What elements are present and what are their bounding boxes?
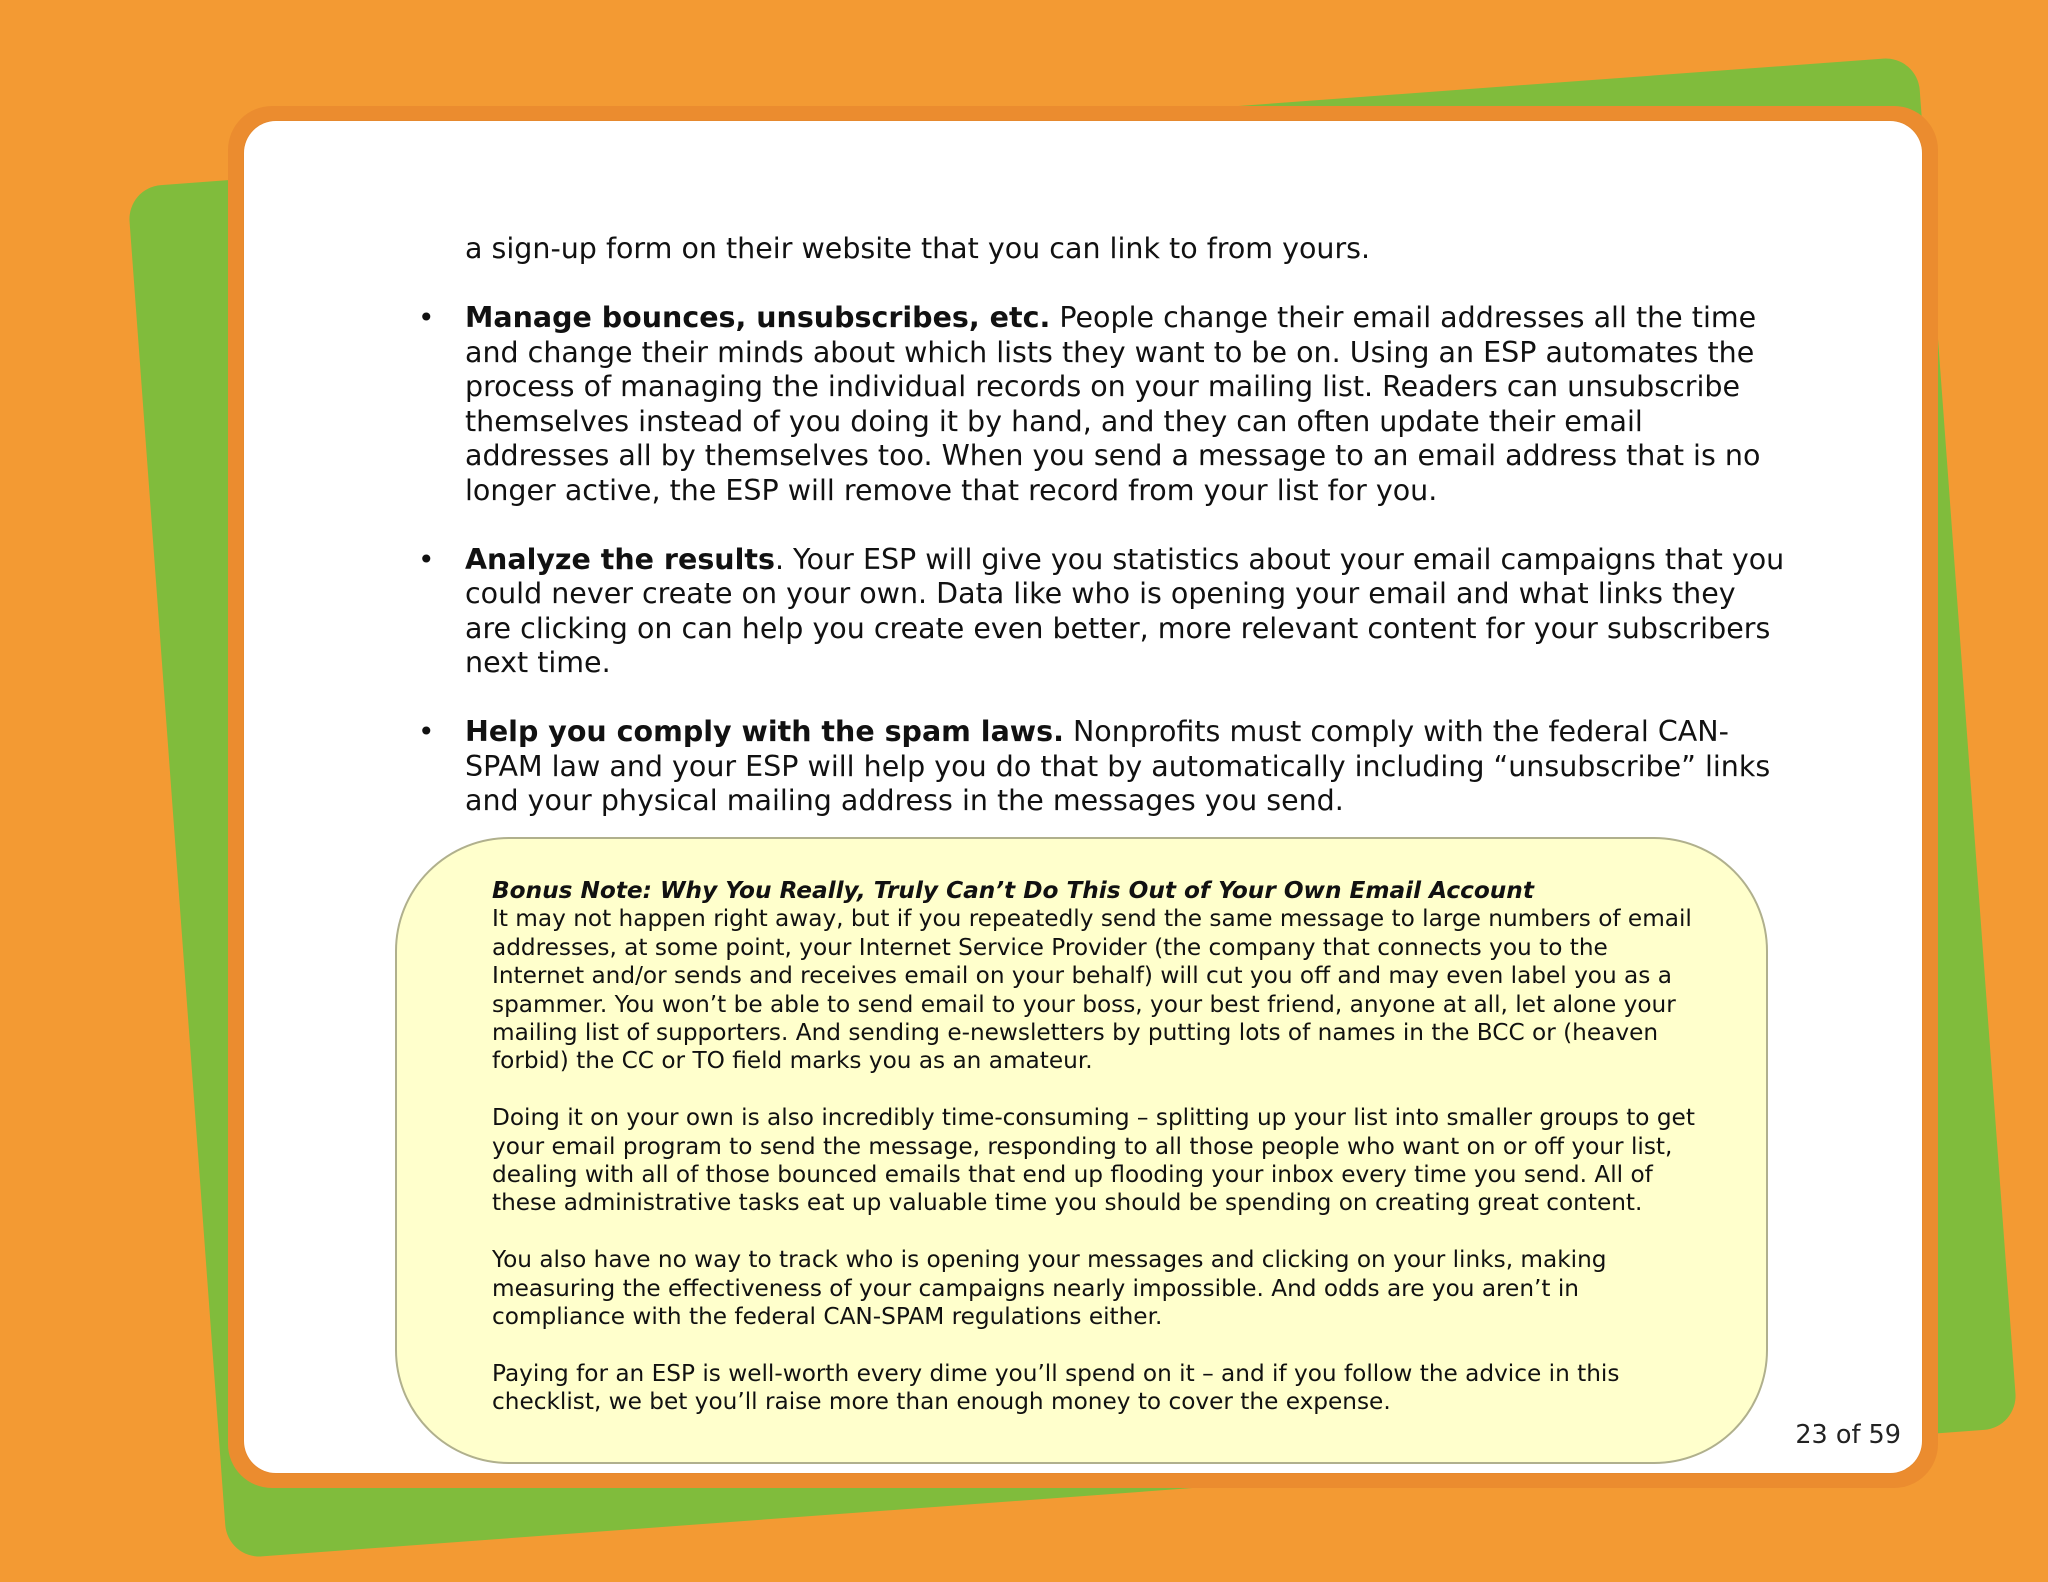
bullet-item-analyze-results [465, 543, 1785, 681]
bonus-note-content [492, 877, 1707, 1445]
bullet-item-manage-bounces [465, 301, 1785, 508]
bonus-note-paragraph: It may not happen right away, but if you repeatedly send the same message to large numbers of email addresses, at some point, your Internet Service Provider (the company that connects you to the Internet and/or sends and receives email on your behalf) will cut you off and may even label you as a spammer. You won’t be able to send email to your boss, your best friend, anyone at all, let alone your mailing list of supporters. And sending e-newsletters by putting lots of names in the BCC or (heaven forbid) the CC or TO field marks you as an amateur. [492, 905, 1692, 1075]
bonus-note-paragraph: Doing it on your own is also incredibly time-consuming – splitting up your list into smaller groups to get your email program to send the message, responding to all those people who want on or off your list, dealing with all of those bounced emails that end up flooding your inbox every time you send. All of these administrative tasks eat up valuable time you should be spending on creating great content. [492, 1104, 1695, 1217]
feature-bullet-list [465, 301, 1785, 853]
bullet-title: Analyze the results [465, 542, 775, 576]
bonus-note-paragraph: You also have no way to track who is opening your messages and clicking on your links, making measuring the effectiveness of your campaigns nearly impossible. And odds are you aren’t in compliance with the federal CAN-SPAM regulations either. [492, 1246, 1607, 1331]
bonus-note-box [395, 837, 1768, 1464]
bullet-body: People change their email addresses all the time and change their minds about which lists they want to be on. Using an ESP automates the process of managing the individual records on your mailing list. Readers can unsubscribe themselves instead of you doing it by hand, and they can often update their email addresses all by themselves too. When you send a message to an email address that is no longer active, the ESP will remove that record from your list for you. [465, 301, 1761, 507]
page-number: 23 of 59 [1795, 1420, 1901, 1450]
bullet-body: . Your ESP will give you statistics about your email campaigns that you could never create on your own. Data like who is opening your email and what links they are clicking on can help you create even better, more relevant content for your subscribers next time. [465, 542, 1785, 679]
continuation-text: a sign-up form on their website that you can link to from yours. [465, 232, 1371, 265]
bullet-body: Nonprofits must comply with the federal CAN-SPAM law and your ESP will help you do that by automatically including “unsubscribe” links and your physical mailing address in the messages you send. [465, 715, 1771, 817]
bullet-item-spam-laws [465, 715, 1785, 819]
bullet-title: Help you comply with the spam laws. [465, 715, 1064, 748]
bonus-note-title: Bonus Note: Why You Really, Truly Can’t Do This Out of Your Own Email Account [492, 877, 1534, 904]
bullet-title: Manage bounces, unsubscribes, etc. [465, 301, 1051, 334]
bonus-note-paragraph: Paying for an ESP is well-worth every dime you’ll spend on it – and if you follow the advice in this checklist, we bet you’ll raise more than enough money to cover the expense. [492, 1359, 1620, 1416]
